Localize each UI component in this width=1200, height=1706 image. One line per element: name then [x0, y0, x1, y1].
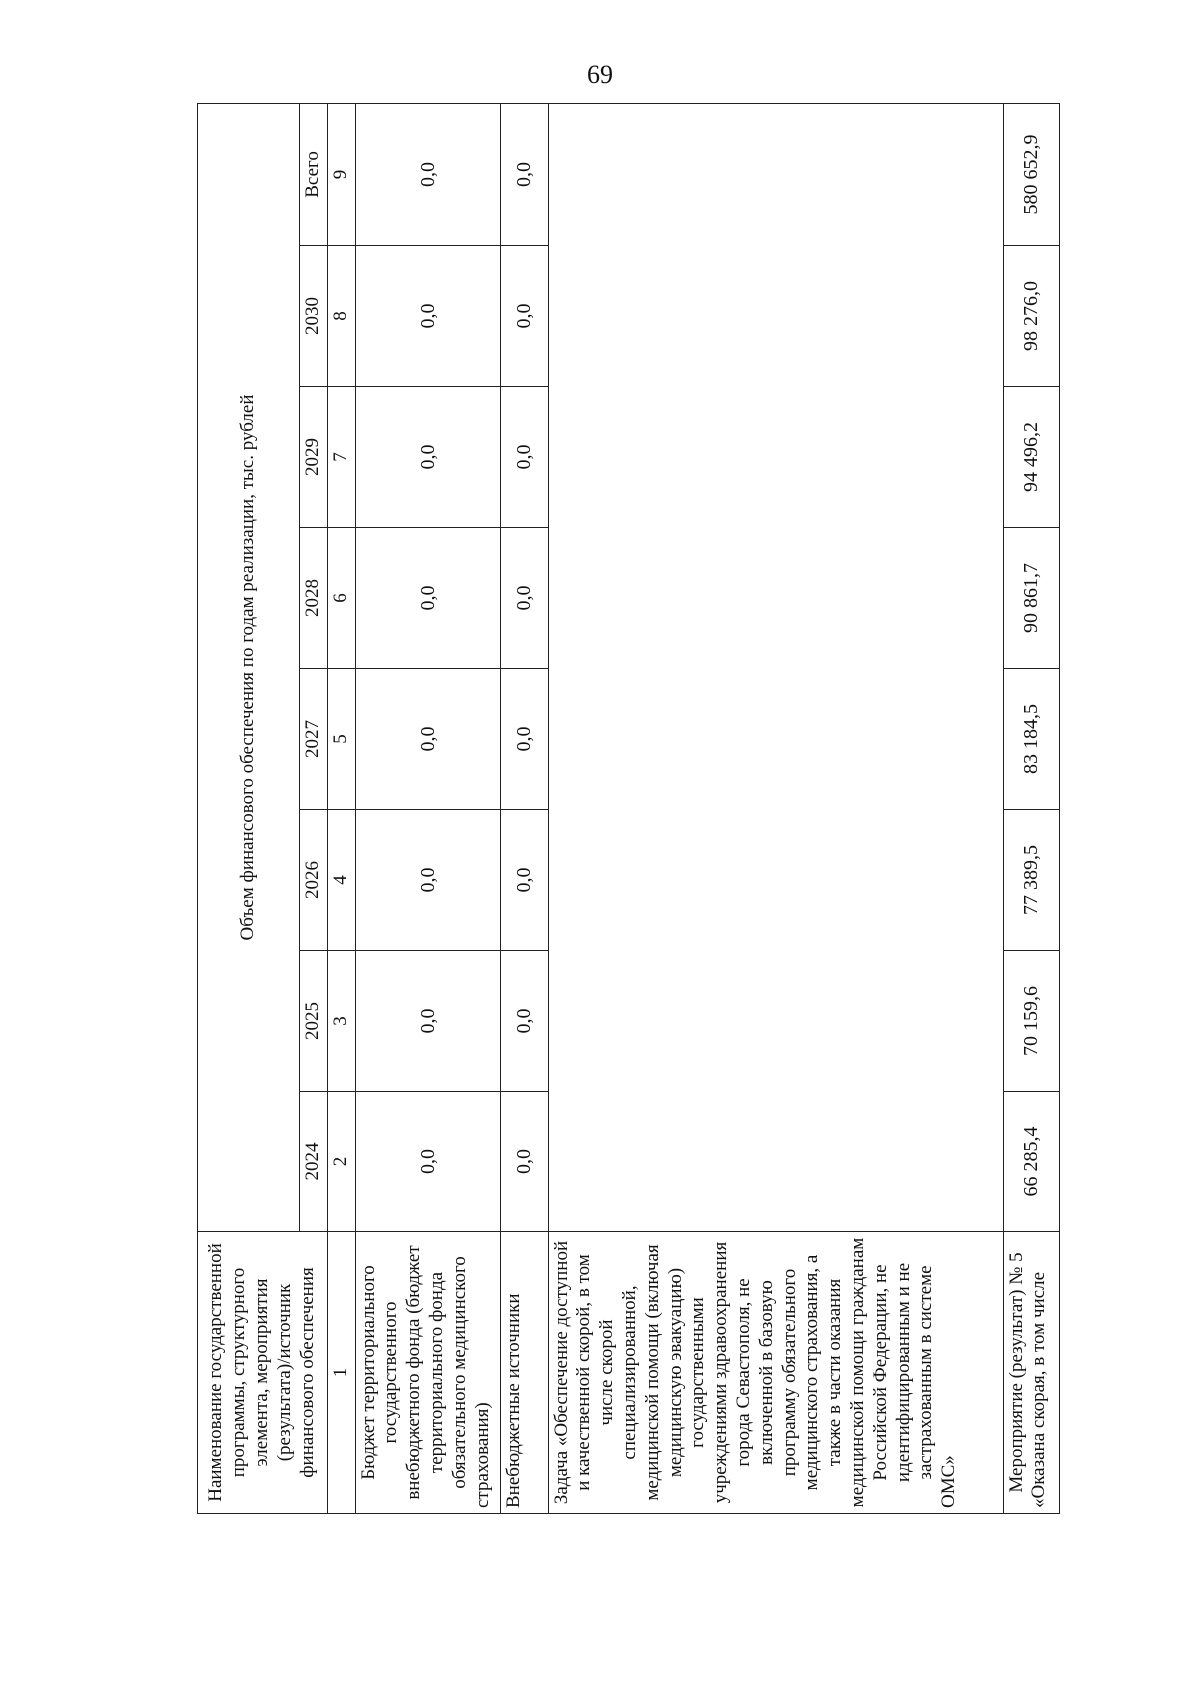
index-cell: 9	[327, 103, 355, 245]
value-cell: 0,0	[355, 810, 500, 951]
index-cell: 8	[327, 246, 355, 387]
volume-title: Объем финансового обеспечения по годам реализации, тыс. рублей	[198, 103, 300, 1231]
name-column-header: Наименование государственной программы, структурного элемента, мероприятия (результата)/источник финансового обеспечения	[198, 1232, 328, 1514]
index-cell: 6	[327, 528, 355, 669]
year-header: 2026	[300, 810, 328, 951]
table-row	[355, 103, 500, 1513]
rotated-table-container	[197, 104, 1122, 1514]
value-cell: 0,0	[500, 246, 548, 387]
value-cell: 0,0	[355, 528, 500, 669]
index-cell: 2	[327, 1092, 355, 1232]
index-row	[327, 103, 355, 1513]
value-cell: 0,0	[500, 810, 548, 951]
value-cell: 0,0	[355, 951, 500, 1092]
index-cell: 4	[327, 810, 355, 951]
index-cell: 7	[327, 387, 355, 528]
value-cell: 580 652,9	[1003, 103, 1059, 245]
value-cell: 0,0	[355, 387, 500, 528]
task-label: Задача «Обеспечение доступной и качественной скорой, в том числе скорой специализированной, медицинской помощи (включая медицинскую эвакуацию) государственными учреждениями здравоохранения города Севастополя, не включенной в базовую программу обязательного медицинского страхования, а также в части оказания медицинской помощи гражданам Российской Федерации, не идентифицированным и не застрахованным в системе ОМС»	[548, 1232, 1003, 1514]
table-row	[1003, 103, 1059, 1513]
value-cell: 0,0	[355, 1092, 500, 1232]
page-number: 69	[587, 60, 613, 89]
value-cell: 0,0	[355, 669, 500, 810]
value-cell: 0,0	[500, 951, 548, 1092]
value-cell: 90 861,7	[1003, 528, 1059, 669]
value-cell: 0,0	[500, 528, 548, 669]
value-cell: 70 159,6	[1003, 951, 1059, 1092]
value-cell: 77 389,5	[1003, 810, 1059, 951]
value-cell: 66 285,4	[1003, 1092, 1059, 1232]
index-cell: 3	[327, 951, 355, 1092]
finance-table	[197, 103, 1060, 1514]
value-cell: 0,0	[500, 103, 548, 245]
year-header: 2024	[300, 1092, 328, 1232]
year-header: 2028	[300, 528, 328, 669]
value-cell: 0,0	[500, 669, 548, 810]
year-header: 2025	[300, 951, 328, 1092]
task-empty-cell	[548, 103, 1003, 1231]
task-row	[548, 103, 1003, 1513]
value-cell: 94 496,2	[1003, 387, 1059, 528]
value-cell: 0,0	[500, 1092, 548, 1232]
year-header: 2030	[300, 246, 328, 387]
row-label: Бюджет территориального государственного внебюджетного фонда (бюджет территориального фонда обязательного медицинского страхования)	[355, 1232, 500, 1514]
value-cell: 98 276,0	[1003, 246, 1059, 387]
value-cell: 0,0	[355, 103, 500, 245]
total-header: Всего	[300, 103, 328, 245]
index-cell: 5	[327, 669, 355, 810]
value-cell: 83 184,5	[1003, 669, 1059, 810]
year-header: 2027	[300, 669, 328, 810]
index-cell: 1	[327, 1232, 355, 1514]
table-row	[500, 103, 548, 1513]
row-label: Мероприятие (результат) № 5 «Оказана скорая, в том числе	[1003, 1232, 1059, 1514]
value-cell: 0,0	[500, 387, 548, 528]
row-label: Внебюджетные источники	[500, 1232, 548, 1514]
year-header: 2029	[300, 387, 328, 528]
value-cell: 0,0	[355, 246, 500, 387]
